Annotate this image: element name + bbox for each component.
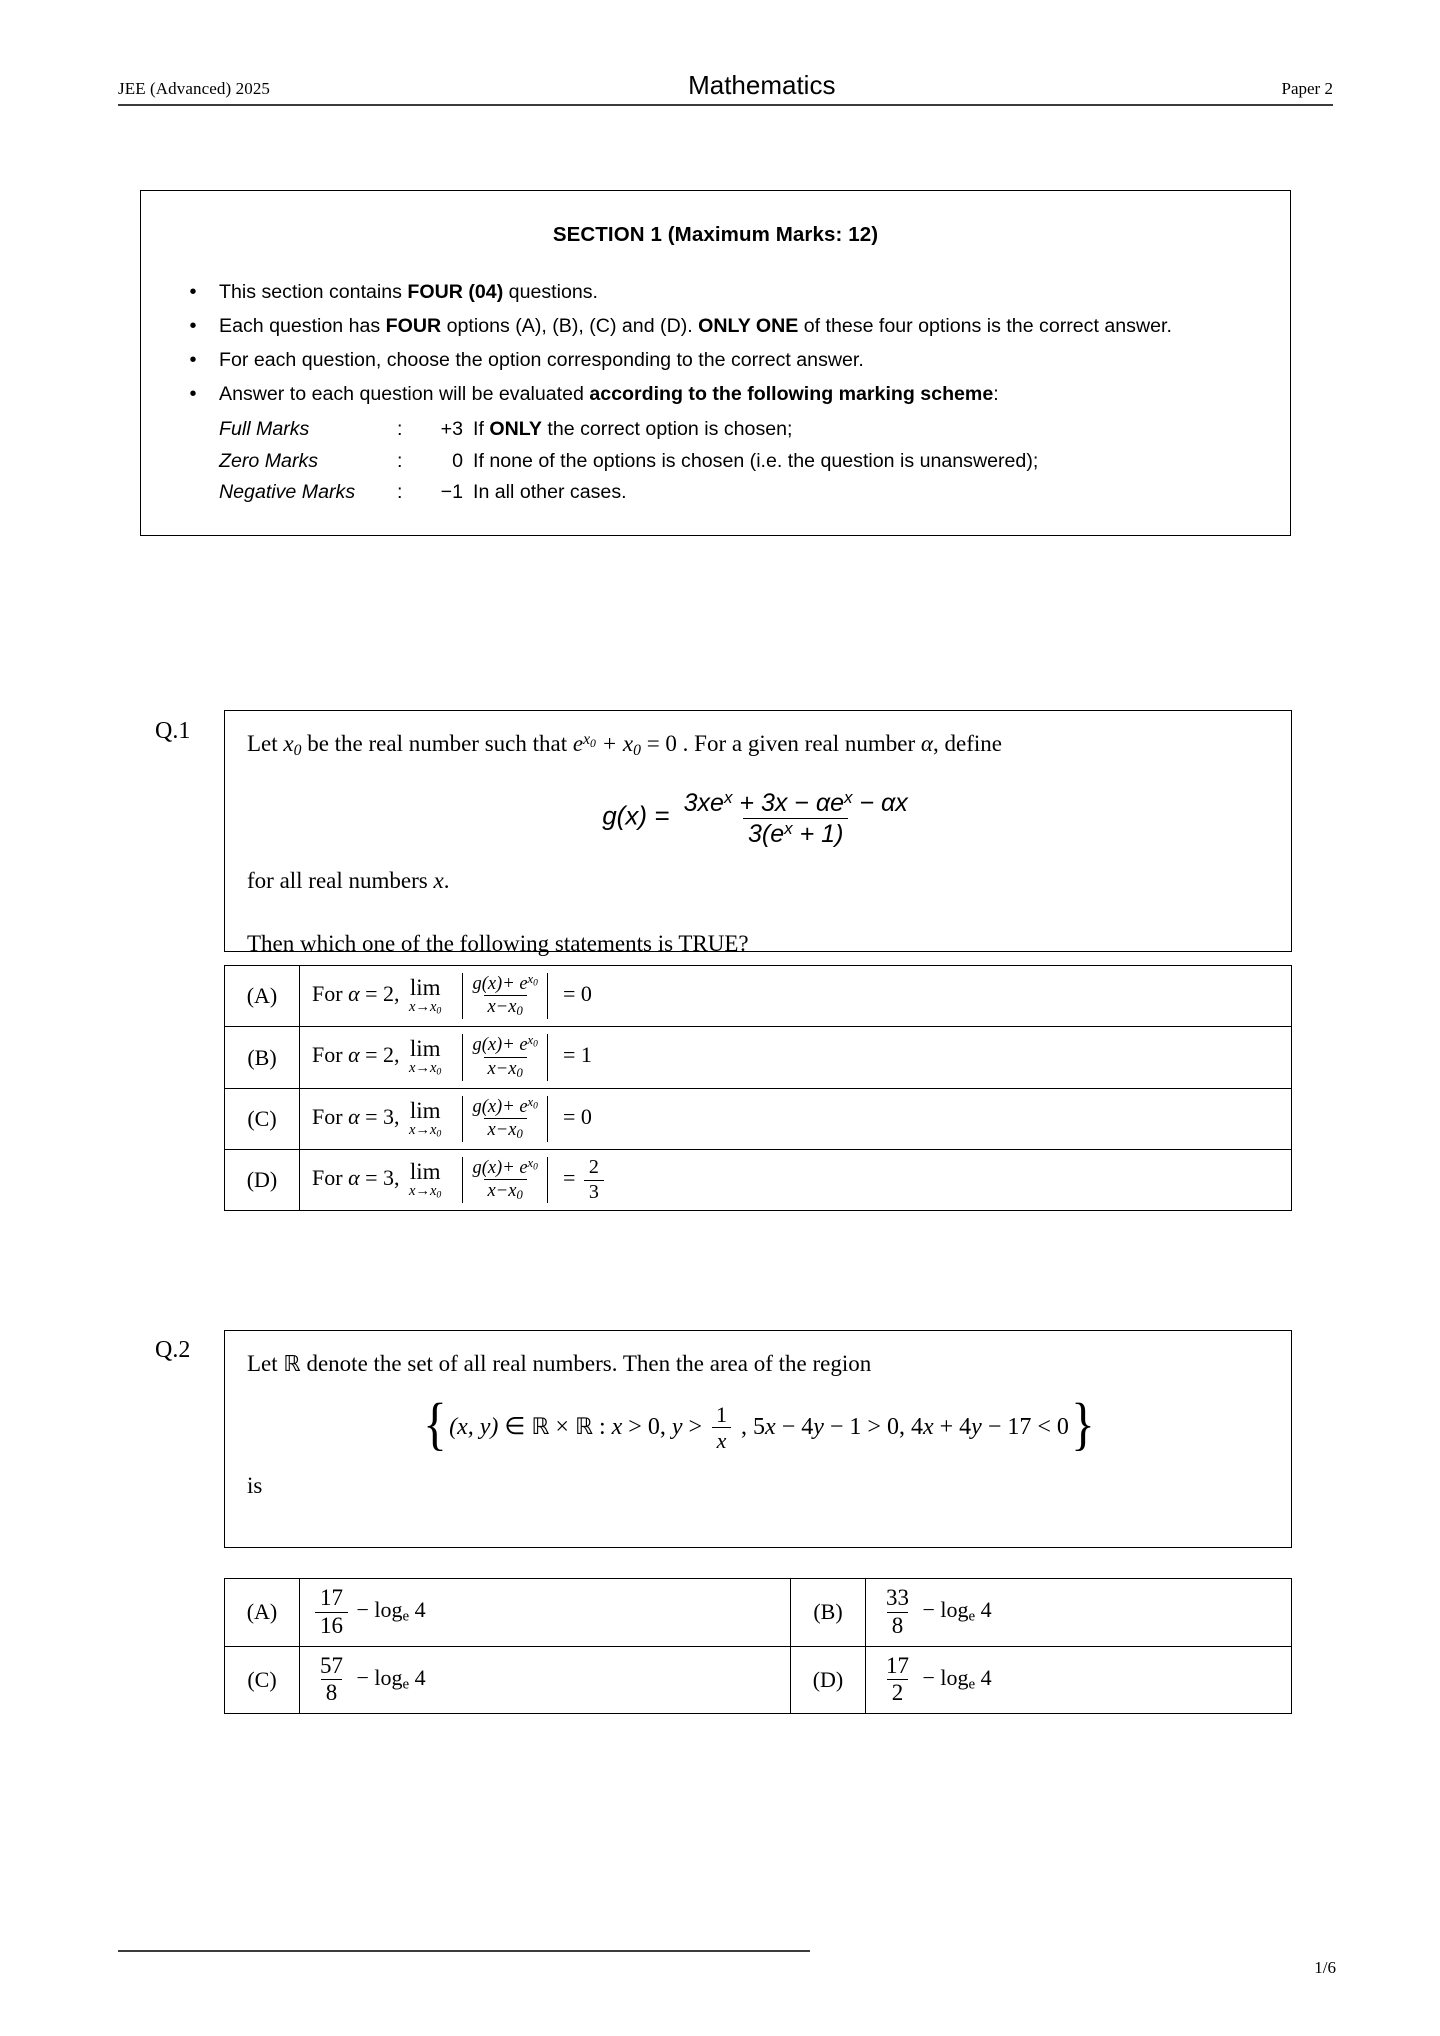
marking-colon: : [397,449,403,472]
opt-lim-sub: $x\to x_0$ [409,999,442,1017]
marking-scheme [167,414,1264,509]
marking-desc-pre: If [473,418,490,440]
opt-fraction-d [881,1654,914,1707]
opt-lim-label: lim [409,1036,441,1062]
opt-frac-numerator: $g(x)+ e^{x_0}$ [472,1156,538,1179]
opt-lim-label: lim [409,975,441,1001]
opt-result-num-d: 2 [588,1156,599,1179]
marking-value: 0 [452,449,463,472]
opt-num-d: 17 [886,1652,909,1678]
bullet-part: Answer to each question will be evaluated [219,383,590,405]
opt-num-b: 33 [886,1585,909,1610]
question-number-q1: Q.1 [155,718,191,744]
opt-result-fraction-d [584,1157,604,1203]
bullet-part: : [993,383,999,405]
abs-bar-right [547,1157,549,1203]
opt-lim-sub: $x\to x_0$ [409,1060,442,1078]
q1-alpha-symbol: α [920,731,933,756]
instruction-bullet-text [219,379,1264,410]
question-stem-q2 [224,1330,1292,1548]
option-row-q1-b[interactable] [225,1027,1292,1088]
option-key-a: (A) [225,966,300,1027]
bullet-part-bold: according to the following marking scheme [589,383,994,405]
option-content-b: For α = 2, lim $x\to x_0$ $\frac{g(x)+ e^{x_0}}{x-x_0}$ = 1 [300,1027,1292,1088]
option-content-a: For α = 2, lim $x\to x_0$ $\frac{g(x)+ e^{x_0}}{x-x_0}$ = 0 [300,966,1292,1027]
bullet-dot-icon: • [189,349,197,371]
opt-den-a: 16 [315,1612,348,1639]
marking-label: Zero Marks [219,449,319,472]
marking-value: +3 [440,418,463,440]
header-exam-name: JEE (Advanced) 2025 [118,79,271,99]
opt-fraction-a [315,1586,348,1639]
header-subject-title: Mathematics [688,70,836,100]
bullet-part: This section contains [219,281,408,303]
marking-label: Full Marks [219,418,310,440]
marking-desc-bold: ONLY [489,418,542,440]
q1-stem-text: be the real number such that [301,731,573,756]
page-header [118,72,1333,106]
bullet-part: questions. [503,281,598,303]
opt-tail-d: − $\log_e 4$ [922,1665,992,1693]
bullet-part: Each question has [219,315,386,337]
opt-num-a: 17 [320,1585,343,1610]
q1-formula-numerator: $3xe^x + 3x - \alpha e^x - \alpha x$ [683,787,908,817]
bullet-dot-icon: • [189,383,197,405]
opt-lim-sub: $x\to x_0$ [409,1121,442,1140]
option-key-d: (D) [225,1150,300,1211]
marking-desc-post: the correct option is chosen; [541,418,793,440]
opt-den-c: 8 [321,1679,343,1706]
abs-bar-right [547,973,549,1019]
marking-value: −1 [440,481,463,504]
q2-one-over-x [711,1403,732,1454]
marking-description [473,414,1264,446]
option-row-q1-d[interactable] [225,1150,1292,1211]
section-title: SECTION 1 (Maximum Marks: 12) [552,223,879,246]
option-content-b[interactable] [866,1579,1292,1647]
footer-page-number: 1/6 [1314,1958,1336,1977]
option-key-c: (C) [225,1088,300,1149]
marking-colon: : [397,481,403,504]
opt-result-den-d: 3 [584,1180,604,1204]
instruction-bullet [167,311,1264,342]
q1-inline-equation: $e^{x_0} + x_0 = 0$ [572,730,677,759]
marking-label: Negative Marks [219,481,356,504]
opt-alpha-value-b: 2 [383,1042,395,1068]
option-row-q1-c[interactable] [225,1088,1292,1149]
opt-abs-value-d [457,1157,554,1203]
marking-description: In all other cases. [473,481,627,504]
opt-frac-denominator: $x-x_0$ [484,995,527,1019]
opt-result-a: 0 [580,981,592,1007]
opt-tail-c: − $\log_e 4$ [356,1665,426,1693]
instruction-bullet [167,277,1264,308]
q1-formula-denominator: $3(e^x + 1)$ [743,818,848,848]
opt-lim-label: lim [409,1097,441,1123]
opt-alpha-value-a: 2 [383,981,395,1007]
q1-stem-text: . For a given real number [676,731,921,756]
bullet-part: of these four options is the correct answer. [798,315,1172,337]
abs-bar-left [462,1096,464,1142]
option-key-b: (B) [791,1579,866,1647]
q1-stem-text: Let [247,731,284,756]
opt-abs-value-c [457,1096,554,1142]
option-key-a: (A) [225,1579,300,1647]
bullet-dot-icon: • [189,315,197,337]
opt-frac-numerator: $g(x)+ e^{x_0}$ [472,1033,538,1056]
instruction-bullet-text [219,311,1264,342]
opt-frac-denominator: $x-x_0$ [484,1179,527,1203]
opt-for-text: For [312,981,343,1007]
opt-lim-label: lim [409,1159,441,1185]
option-key-b: (B) [225,1027,300,1088]
option-content-d: For α = 3, lim $x\to x_0$ $\frac{g(x)+ e^{x_0}}{x-x_0}$ = $\frac{2}{3}$ [300,1150,1292,1211]
opt-den-d: 2 [887,1679,909,1706]
q1-stem-line-2: for all real numbers x. [247,867,450,893]
abs-bar-left [462,1157,464,1203]
opt-limit-c [409,1099,441,1139]
opt-frac-denominator: $x-x_0$ [484,1118,527,1142]
instruction-bullet-list [167,277,1264,410]
footer-divider [118,1950,810,1952]
option-content-c[interactable] [300,1646,791,1714]
option-key-c: (C) [225,1646,300,1714]
bullet-part-bold: FOUR [385,315,442,337]
opt-limit-a [409,976,441,1016]
option-row-q1-a[interactable] [225,966,1292,1027]
q2-reals-symbol: ℝ [283,1352,301,1377]
q1-stem-line-3: Then which one of the following statements is TRUE? [247,931,749,957]
bullet-dot-icon: • [189,281,197,303]
opt-frac-numerator: $g(x)+ e^{x_0}$ [472,972,538,995]
opt-frac-denominator: $x-x_0$ [484,1057,527,1081]
opt-alpha-value-c: 3 [383,1103,395,1129]
opt-for-text: For [312,1042,343,1068]
option-key-d: (D) [791,1646,866,1714]
abs-bar-left [462,973,464,1019]
opt-for-text: For [312,1165,343,1191]
abs-bar-right [547,1096,549,1142]
marking-scheme-row [219,414,1264,446]
q1-formula-lhs: g(x) = [602,799,670,830]
bullet-part-bold: ONLY ONE [698,315,799,337]
bullet-part: options (A), (B), (C) and (D). [441,315,699,337]
opt-result-c: 0 [580,1103,592,1129]
q1-formula-fraction [679,789,913,848]
opt-limit-d [409,1160,441,1200]
opt-result-b: 1 [580,1042,592,1068]
options-table-q2 [224,1578,1292,1714]
marking-scheme-row [219,477,1264,509]
q1-display-formula [247,789,1271,848]
opt-for-text: For [312,1103,343,1129]
opt-den-b: 8 [887,1612,909,1639]
options-table-q1 [224,965,1292,1211]
option-content-c: For α = 3, lim $x\to x_0$ $\frac{g(x)+ e^{x_0}}{x-x_0}$ = 0 [300,1088,1292,1149]
question-number-q2: Q.2 [155,1337,191,1363]
abs-bar-right [547,1034,549,1080]
instruction-bullet-text [219,277,1264,308]
instruction-bullet [167,379,1264,410]
q2-frac-num: 1 [716,1401,728,1427]
header-paper-label: Paper 2 [1281,79,1333,99]
opt-limit-b [409,1037,441,1077]
opt-num-c: 57 [320,1652,343,1678]
instruction-bullet [167,345,1264,376]
marking-colon: : [397,418,403,440]
opt-tail-a: − $\log_e 4$ [356,1597,426,1626]
opt-alpha-value-d: 3 [383,1165,395,1191]
opt-lim-sub: $x\to x_0$ [409,1183,442,1201]
abs-bar-left [462,1034,464,1080]
opt-fraction-c [315,1654,348,1707]
option-row-q2-ab [225,1579,1292,1647]
opt-abs-value-a [457,973,554,1019]
q1-stem-text: , define [932,731,1002,756]
section-instructions-box [140,190,1291,536]
opt-tail-b: − $\log_e 4$ [922,1597,992,1626]
opt-fraction-b [881,1586,914,1639]
instruction-bullet-text: For each question, choose the option corresponding to the correct answer. [219,349,864,371]
option-content-a[interactable] [300,1579,791,1647]
q2-region-expression: {(x, y) ∈ ℝ × ℝ : x > 0, y > $\frac{1}{x}$ , 5x − 4y − 1 > 0, 4x + 4y − 17 < 0} [423,1391,1095,1457]
option-content-d[interactable] [866,1646,1292,1714]
q2-frac-den: x [712,1427,732,1453]
q2-stem-line-2: is [247,1473,263,1499]
question-stem-q1 [224,710,1292,957]
bullet-part-bold: FOUR (04) [407,281,504,303]
opt-frac-numerator: $g(x)+ e^{x_0}$ [472,1094,538,1117]
q2-stem-line-1: Let ℝ denote the set of all real numbers. Then the area of the region [247,1351,872,1377]
marking-scheme-row [219,446,1264,478]
option-row-q2-cd [225,1646,1292,1714]
marking-description: If none of the options is chosen (i.e. the question is unanswered); [473,449,1039,472]
opt-abs-value-b [457,1034,554,1080]
q1-stem-line-1: Let $x_0$ be the real number such that $e^{x_0} + x_0 = 0$ . For a given real number α, define [247,730,1002,759]
